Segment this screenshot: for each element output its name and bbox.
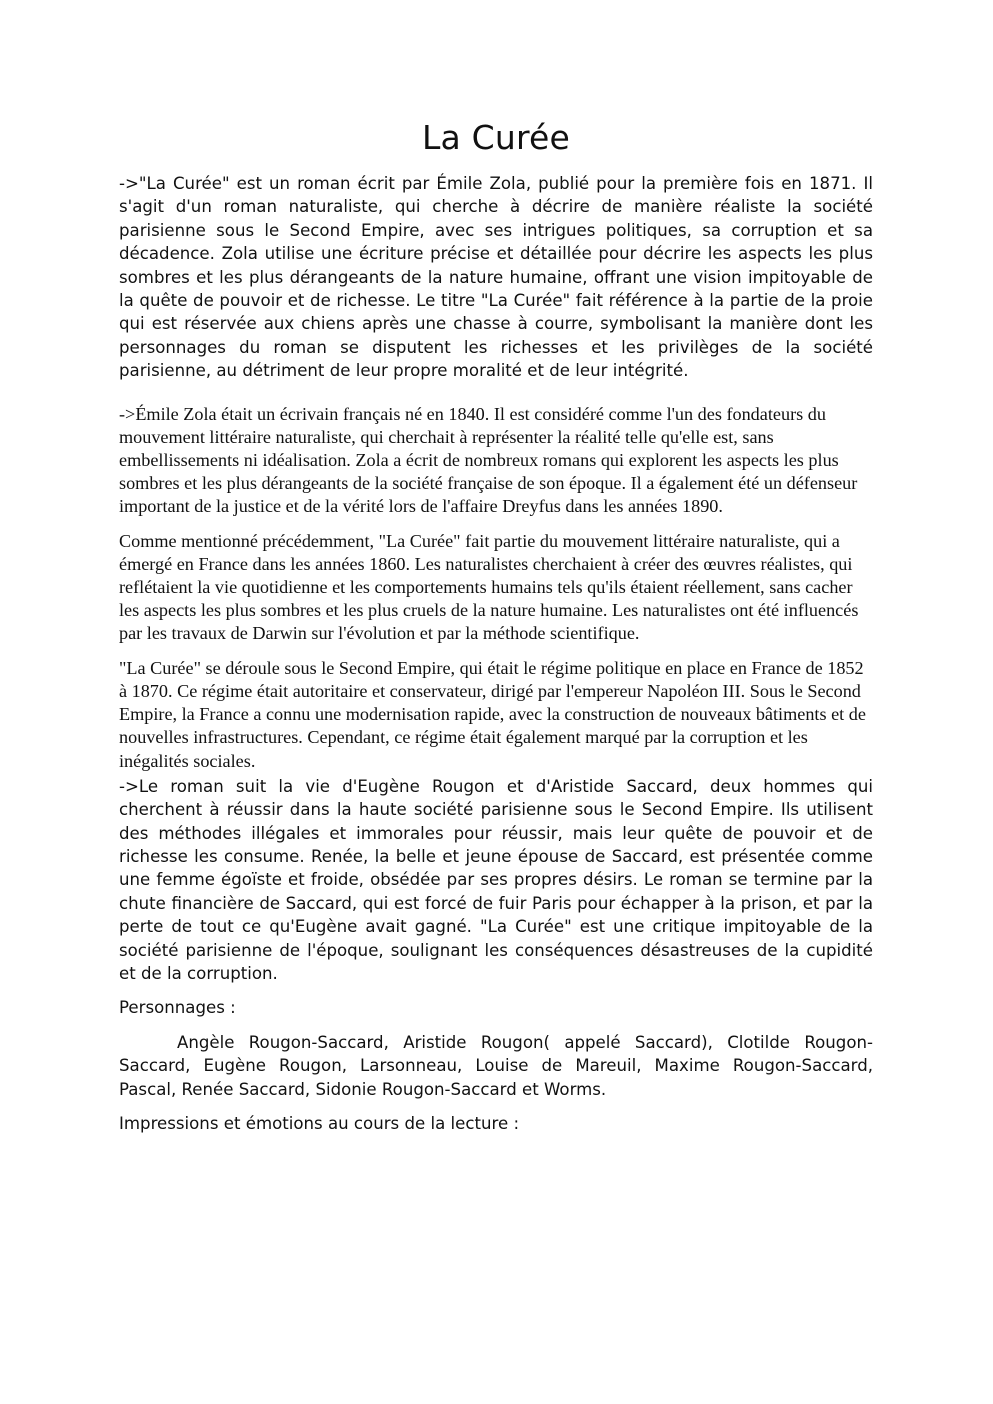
section-heading-characters: Personnages : [119, 998, 236, 1018]
paragraph-intro: ->"La Curée" est un roman écrit par Émile Zola, publié pour la première fois en 1871. Il s'agit d'un roman naturaliste, qui cherche à décrire de manière réaliste la société parisienne sous le Second Empire, avec ses intrigues politiques, sa corruption et sa décadence. Zola utilise une écriture précise et détaillée pour décrire les aspects les plus sombres et les plus dérangeants de la nature humaine, offrant une vision impitoyable de la quête de pouvoir et de richesse. Le titre "La Curée" fait référence à la partie de la proie qui est réservée aux chiens après une chasse à courre, symbolisant la manière dont les personnages du roman se disputent les richesses et les privilèges de la société parisienne, au détriment de leur propre moralité et de leur intégrité. [119, 174, 873, 381]
section-heading-impressions: Impressions et émotions au cours de la lecture : [119, 1113, 520, 1133]
paragraph-context: "La Curée" se déroule sous le Second Empire, qui était le régime politique en place en France de 1852 à 1870. Ce régime était autoritaire et conservateur, dirigé par l'empereur Napoléon III. Sous le Second Empire, la France a connu une modernisation rapide, avec la construction de nouveaux bâtiments et de nouvelles infrastructures. Cependant, ce régime était également marqué par la corruption et les inégalités sociales. [119, 657, 866, 771]
page-title: La Curée [421, 118, 571, 157]
paragraph-characters: Angèle Rougon-Saccard, Aristide Rougon( appelé Saccard), Clotilde Rougon-Saccard, Eugène Rougon, Larsonneau, Louise de Mareuil, Maxime Rougon-Saccard, Pascal, Renée Saccard, Sidonie Rougon-Saccard et Worms. [119, 1032, 873, 1099]
paragraph-movement: Comme mentionné précédemment, "La Curée" fait partie du mouvement littéraire naturaliste, qui a émergé en France dans les années 1860. Les naturalistes cherchaient à créer des œuvres réalistes, qui reflétaient la vie quotidienne et les comportements humains tels qu'ils étaient réellement, sans cacher les aspects les plus sombres et les plus cruels de la nature humaine. Les naturalistes ont été influencés par les travaux de Darwin sur l'évolution et par la méthode scientifique. [119, 530, 859, 644]
paragraph-summary: ->Le roman suit la vie d'Eugène Rougon et d'Aristide Saccard, deux hommes qui cherchent à réussir dans la haute société parisienne sous le Second Empire. Ils utilisent des méthodes illégales et immorales pour réussir, mais leur quête de pouvoir et de richesse les consume. Renée, la belle et jeune épouse de Saccard, est présentée comme une femme égoïste et froide, obsédée par ses propres désirs. Le roman se termine par la chute financière de Saccard, qui est forcé de fuir Paris pour échapper à la prison, et par la perte de tout ce qu'Eugène avait gagné. "La Curée" est une critique impitoyable de la société parisienne de l'époque, soulignant les conséquences désastreuses de la cupidité et de la corruption. [119, 776, 873, 983]
document-page [119, 118, 873, 1135]
paragraph-author: ->Émile Zola était un écrivain français né en 1840. Il est considéré comme l'un des fondateurs du mouvement littéraire naturaliste, qui cherchait à représenter la réalité telle qu'elle est, sans embellissements ni idéalisation. Zola a écrit de nombreux romans qui explorent les aspects les plus sombres et les plus dérangeants de la société française de son époque. Il a également été un défenseur important de la justice et de la vérité lors de l'affaire Dreyfus dans les années 1890. [119, 403, 858, 517]
